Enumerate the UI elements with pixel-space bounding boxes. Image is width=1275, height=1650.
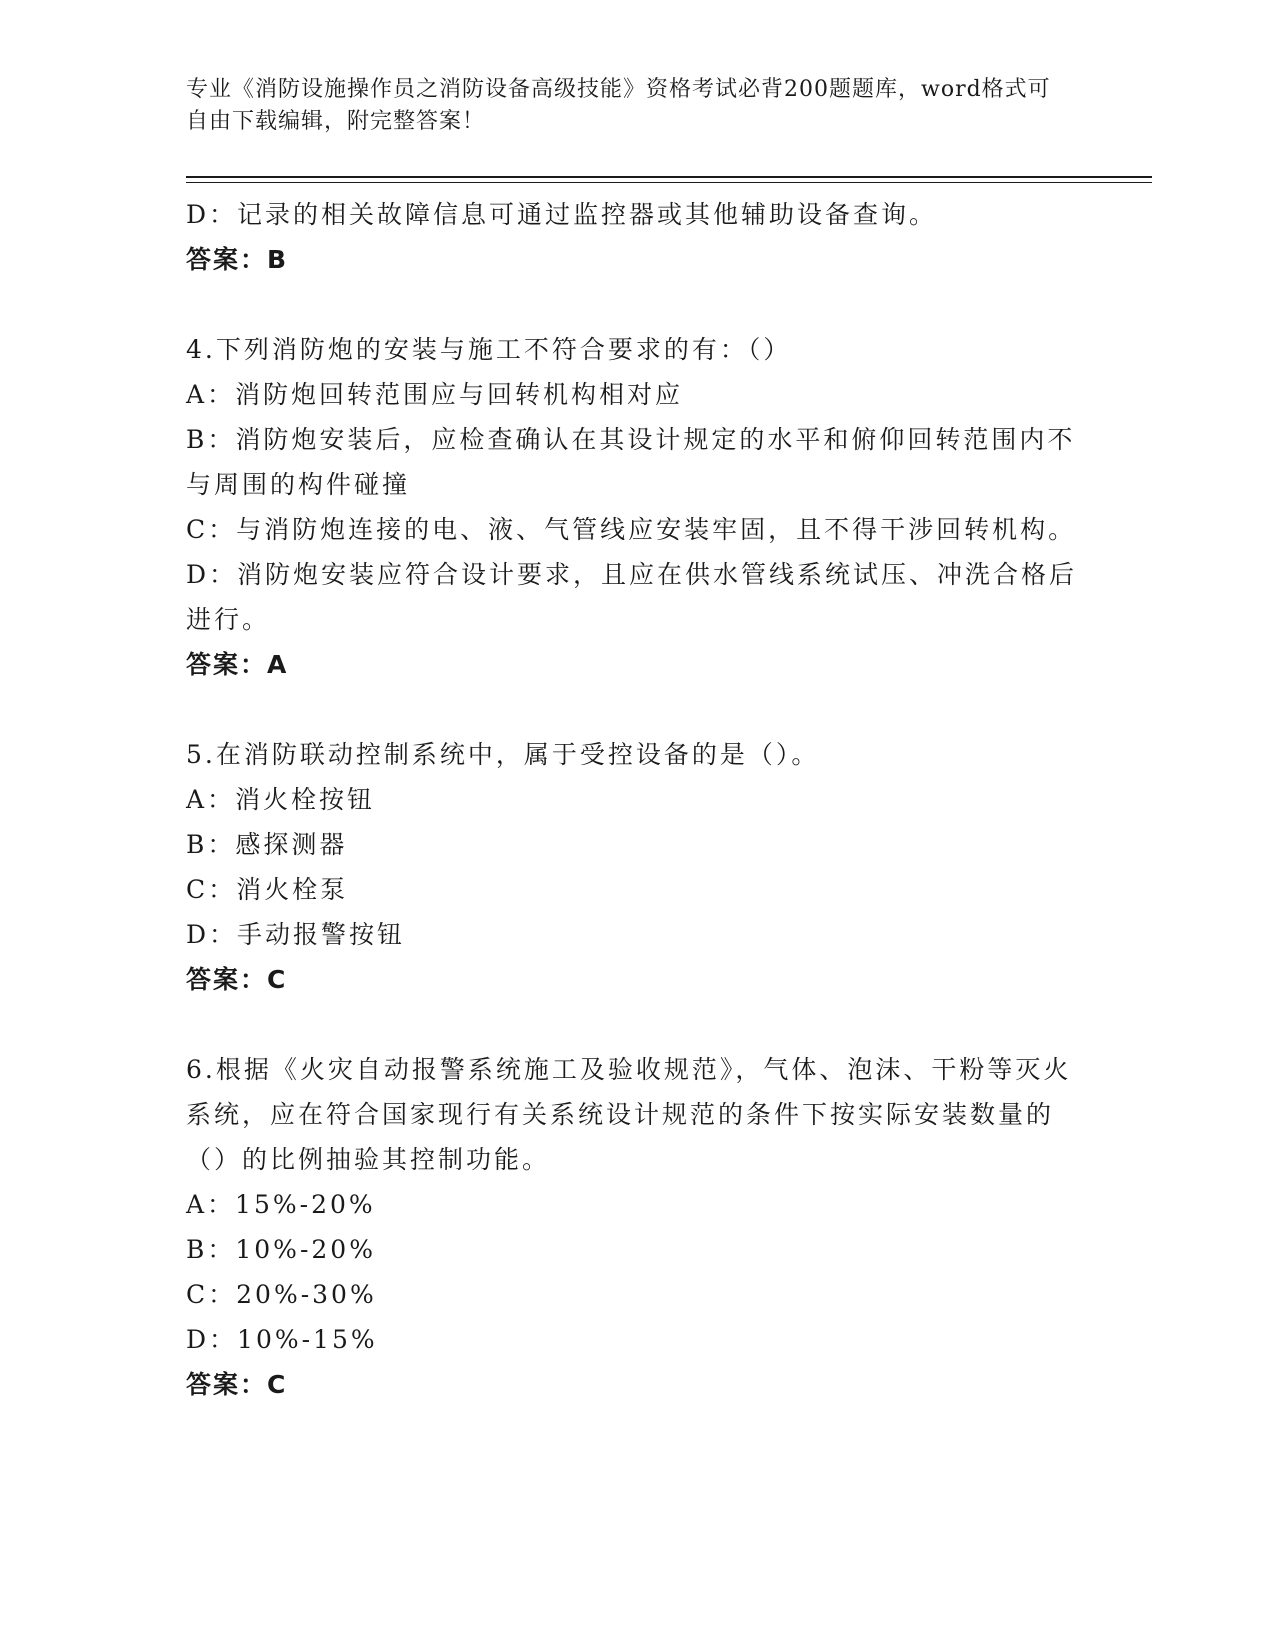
option-c: C：20%-30% bbox=[186, 1280, 377, 1309]
document-header: 专业《消防设施操作员之消防设备高级技能》资格考试必背200题题库，word格式可自由下载编辑，附完整答案！ bbox=[186, 77, 1051, 134]
option-c: C：与消防炮连接的电、液、气管线应安装牢固，且不得干涉回转机构。 bbox=[186, 515, 1077, 544]
option-a: A：15%-20% bbox=[186, 1190, 376, 1219]
option-d: D：记录的相关故障信息可通过监控器或其他辅助设备查询。 bbox=[186, 200, 938, 229]
question-5 bbox=[186, 732, 1086, 1002]
answer: 答案：B bbox=[186, 245, 289, 274]
header-divider-thick bbox=[186, 176, 1152, 178]
option-a: A：消防炮回转范围应与回转机构相对应 bbox=[186, 380, 684, 409]
answer: 答案：A bbox=[186, 650, 289, 679]
question-text: 5.在消防联动控制系统中，属于受控设备的是（）。 bbox=[186, 740, 820, 769]
question-text: 6.根据《火灾自动报警系统施工及验收规范》，气体、泡沫、干粉等灭火系统，应在符合国家现行有关系统设计规范的条件下按实际安装数量的（）的比例抽验其控制功能。 bbox=[186, 1055, 1072, 1174]
header-divider-thin bbox=[186, 182, 1152, 183]
option-d: D：消防炮安装应符合设计要求，且应在供水管线系统试压、冲洗合格后进行。 bbox=[186, 560, 1078, 634]
option-b: B：感探测器 bbox=[186, 830, 348, 859]
option-a: A：消火栓按钮 bbox=[186, 785, 376, 814]
question-4 bbox=[186, 327, 1086, 687]
option-b: B：消防炮安装后，应检查确认在其设计规定的水平和俯仰回转范围内不与周围的构件碰撞 bbox=[186, 425, 1076, 499]
answer: 答案：C bbox=[186, 1370, 288, 1399]
question-3-tail bbox=[186, 192, 1086, 282]
question-text: 4.下列消防炮的安装与施工不符合要求的有：（） bbox=[186, 335, 792, 364]
option-c: C：消火栓泵 bbox=[186, 875, 349, 904]
question-6 bbox=[186, 1047, 1086, 1407]
answer: 答案：C bbox=[186, 965, 288, 994]
option-b: B：10%-20% bbox=[186, 1235, 376, 1264]
question-list bbox=[186, 192, 1086, 1407]
option-d: D：手动报警按钮 bbox=[186, 920, 406, 949]
option-d: D：10%-15% bbox=[186, 1325, 378, 1354]
